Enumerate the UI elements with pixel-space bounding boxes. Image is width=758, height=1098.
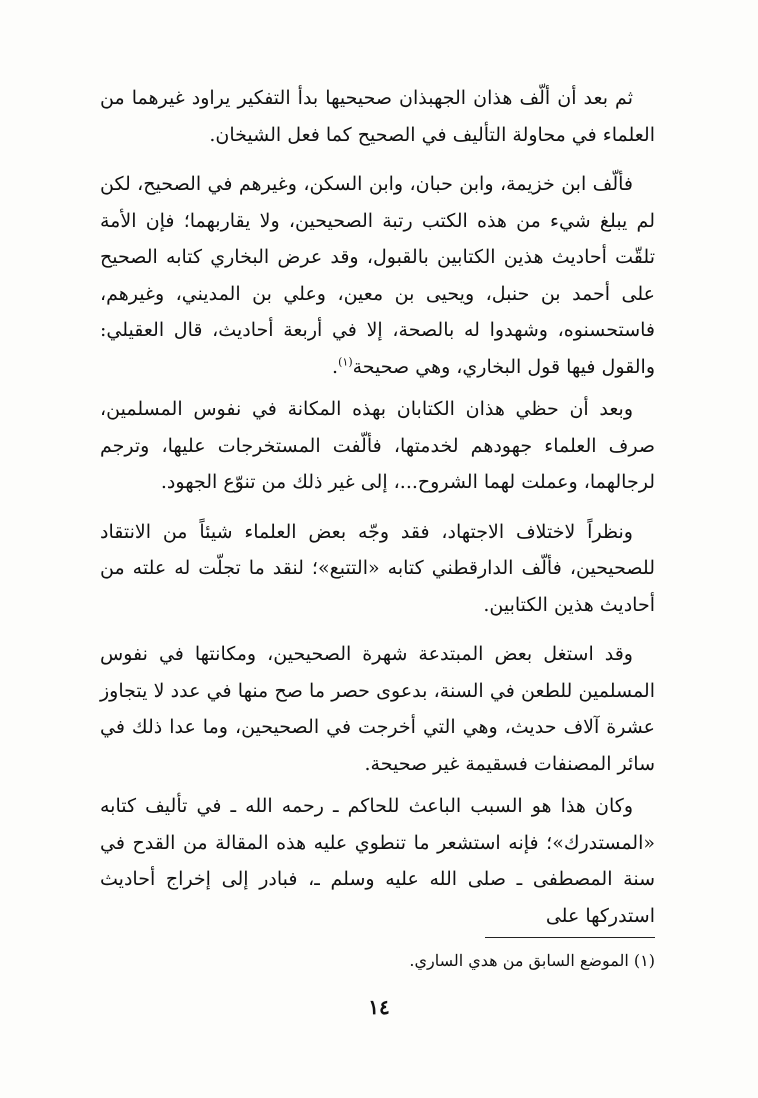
paragraph-2 [100, 166, 655, 385]
paragraph-6: وكان هذا هو السبب الباعث للحاكم ـ رحمه الله ـ في تأليف كتابه «المستدرك»؛ فإنه استشعر ما تنطوي عليه هذه المقالة من القدح في سنة المصطفى ـ صلى الله عليه وسلم ـ، فبادر إلى إخراج أحاديث استدركها على [100, 795, 655, 927]
paragraph-2-text: فألّف ابن خزيمة، وابن حبان، وابن السكن، وغيرهم في الصحيح، لكن لم يبلغ شيء من هذه الكتب رتبة الصحيحين، ولا يقاربهما؛ فإن الأمة تلقّت أحاديث هذين الكتابين بالقبول، وقد عرض البخاري كتابه الصحيح على أحمد بن حنبل، ويحيى بن معين، وعلي بن المديني، وغيرهم، فاستحسنوه، وشهدوا له بالصحة، إلا في أربعة أحاديث، قال العقيلي: والقول فيها قول البخاري، وهي صحيحة [100, 173, 655, 378]
paragraph-2-tail: . [332, 355, 339, 378]
footnote-divider [485, 937, 655, 938]
paragraph-3: وبعد أن حظي هذان الكتابان بهذه المكانة في نفوس المسلمين، صرف العلماء جهودهم لخدمتها، فألّفت المستخرجات عليها، وترجم لرجالهما، وعملت لهما الشروح...، إلى غير ذلك من تنوّع الجهود. [100, 398, 655, 493]
paragraph-4: ونظراً لاختلاف الاجتهاد، فقد وجّه بعض العلماء شيئاً من الانتقاد للصحيحين، فألّف الدارقطني كتابه «التتبع»؛ لنقد ما تجلّت له علته من أحاديث هذين الكتابين. [100, 520, 655, 616]
footnote-reference[interactable]: (١) [338, 355, 353, 369]
page-body [100, 80, 655, 947]
paragraph-1: ثم بعد أن ألّف هذان الجهبذان صحيحيها بدأ التفكير يراود غيرهما من العلماء في محاولة التأليف في الصحيح كما فعل الشيخان. [100, 87, 655, 146]
page-number: ١٤ [368, 995, 390, 1019]
paragraph-5: وقد استغل بعض المبتدعة شهرة الصحيحين، ومكانتها في نفوس المسلمين للطعن في السنة، بدعوى حصر ما صح منها في عدد لا يتجاوز عشرة آلاف حديث، وهي التي أخرجت في الصحيحين، وما عدا ذلك في سائر المصنفات فسقيمة غير صحيحة. [100, 643, 655, 775]
footnote: (١) الموضع السابق من هدي الساري. [409, 951, 655, 970]
